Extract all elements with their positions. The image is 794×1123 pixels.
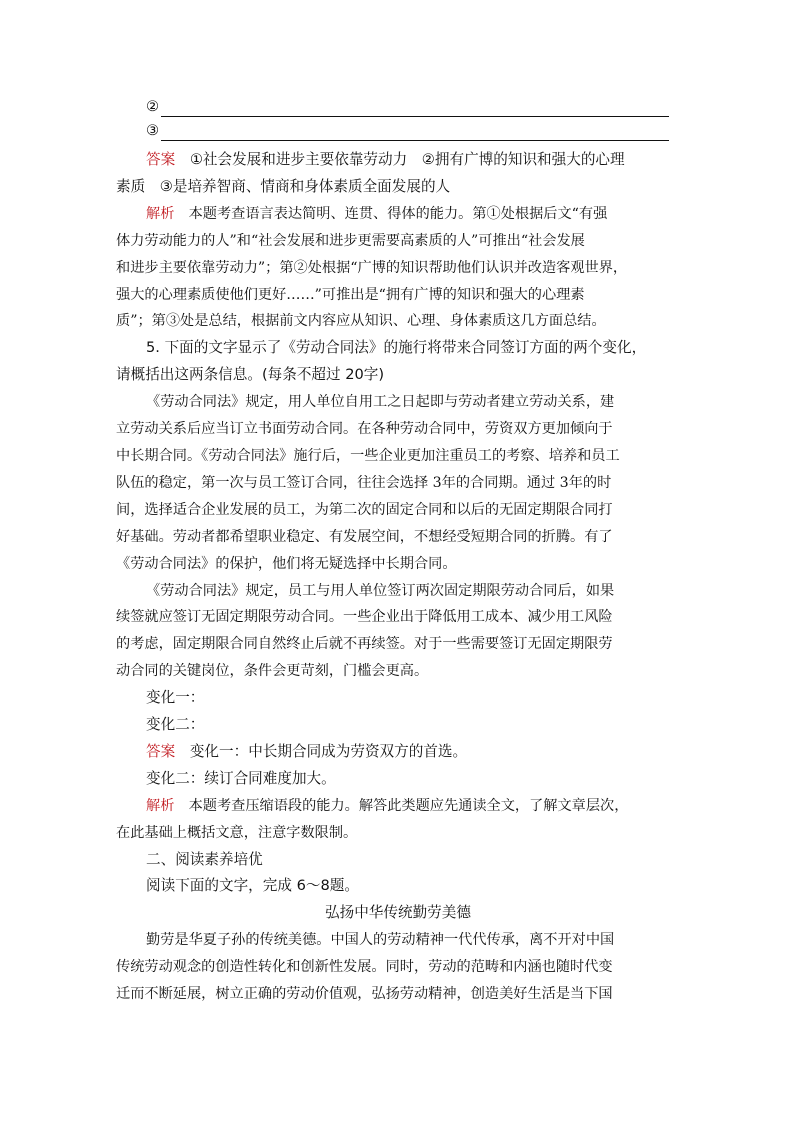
q5-question-line-1: 5. 下面的文字显示了《劳动合同法》的施行将带来合同签订方面的两个变化， xyxy=(146,339,647,357)
answer-label: 答案 xyxy=(146,151,176,168)
passage-line: 中长期合同。《劳动合同法》施行后，一些企业更加注重员工的考察、培养和员工 xyxy=(116,447,620,464)
passage-line: 立劳动关系后应当订立书面劳动合同。在各种劳动合同中，劳资双方更加倾向于 xyxy=(116,421,613,438)
q4-analysis-line: 体力劳动能力的人”和“社会发展和进步更需要高素质的人”可推出“社会发展 xyxy=(116,232,585,249)
section-instruction: 阅读下面的文字，完成 6～8题。 xyxy=(146,877,359,895)
q4-analysis-line: 质”；第③处是总结，根据前文内容应从知识、心理、身体素质这几方面总结。 xyxy=(116,313,606,330)
document-page xyxy=(116,93,680,1008)
passage-line: 的考虑，固定期限合同自然终止后就不再续签。对于一些需要签订无固定期限劳 xyxy=(116,636,613,653)
passage-line: 《劳动合同法》规定，员工与用人单位签订两次固定期限劳动合同后，如果 xyxy=(146,582,615,599)
analysis-text: 本题考查压缩语段的能力。解答此类题应先通读全文，了解文章层次， xyxy=(188,797,629,814)
q5-question-line-2: 请概括出这两条信息。(每条不超过 20字) xyxy=(116,366,385,384)
passage-line: 《劳动合同法》规定，用人单位自用工之日起即与劳动者建立劳动关系，建 xyxy=(146,394,615,411)
passage-line: 队伍的稳定，第一次与员工签订合同，往往会选择 3年的合同期。通过 3年的时 xyxy=(116,474,612,491)
passage-line: 动合同的关键岗位，条件会更苛刻，门槛会更高。 xyxy=(116,663,429,680)
q5-analysis-line-1 xyxy=(116,793,680,820)
change-two-blank: 变化二： xyxy=(146,716,205,734)
blank-line-2 xyxy=(116,93,680,117)
analysis-label: 解析 xyxy=(146,797,175,814)
q4-answer-line-2: 素质 ③是培养智商、情商和身体素质全面发展的人 xyxy=(116,177,451,195)
article-line: 迁而不断延展，树立正确的劳动价值观，弘扬劳动精神，创造美好生活是当下国 xyxy=(116,986,613,1003)
blank-number: ③ xyxy=(146,122,160,139)
q4-analysis-line: 和进步主要依靠劳动力”；第②处根据“广博的知识帮助他们认识并改造客观世界， xyxy=(116,259,628,276)
passage-line: 好基础。劳动者都希望职业稳定、有发展空间，不想经受短期合同的折腾。有了 xyxy=(116,528,613,545)
blank-line-3 xyxy=(116,117,680,141)
article-title: 弘扬中华传统勤劳美德 xyxy=(325,904,471,922)
q4-analysis-line-1 xyxy=(116,201,680,228)
q5-answer-line-1 xyxy=(116,739,680,766)
change-one-blank: 变化一： xyxy=(146,689,205,707)
blank-number: ② xyxy=(146,98,160,115)
section-heading: 二、阅读素养培优 xyxy=(146,850,263,868)
answer-text: ①社会发展和进步主要依靠劳动力 ②拥有广博的知识和强大的心理 xyxy=(189,151,625,168)
underline xyxy=(161,123,669,141)
analysis-label: 解析 xyxy=(146,205,175,222)
article-line: 传统劳动观念的创造性转化和创新性发展。同时，劳动的范畴和内涵也随时代变 xyxy=(116,959,613,976)
answer-text: 变化一：中长期合同成为劳资双方的首选。 xyxy=(189,742,468,760)
q5-answer-line-2: 变化二：续订合同难度加大。 xyxy=(146,769,336,787)
passage-line: 间，选择适合企业发展的员工，为第二次的固定合同和以后的无固定期限合同打 xyxy=(116,501,613,518)
analysis-text: 本题考查语言表达简明、连贯、得体的能力。第①处根据后文“有强 xyxy=(188,205,608,222)
q4-analysis-line: 强大的心理素质使他们更好……”可推出是“拥有广博的知识和强大的心理素 xyxy=(116,286,585,303)
article-line: 勤劳是华夏子孙的传统美德。中国人的劳动精神一代代传承，离不开对中国 xyxy=(146,932,615,949)
underline xyxy=(161,99,669,117)
q5-analysis-line-2: 在此基础上概括文意，注意字数限制。 xyxy=(116,824,358,841)
q4-answer-line-1 xyxy=(116,147,680,174)
passage-line: 《劳动合同法》的保护，他们将无疑选择中长期合同。 xyxy=(116,555,457,572)
passage-line: 续签就应签订无固定期限劳动合同。一些企业出于降低用工成本、减少用工风险 xyxy=(116,609,613,626)
answer-label: 答案 xyxy=(146,742,176,760)
